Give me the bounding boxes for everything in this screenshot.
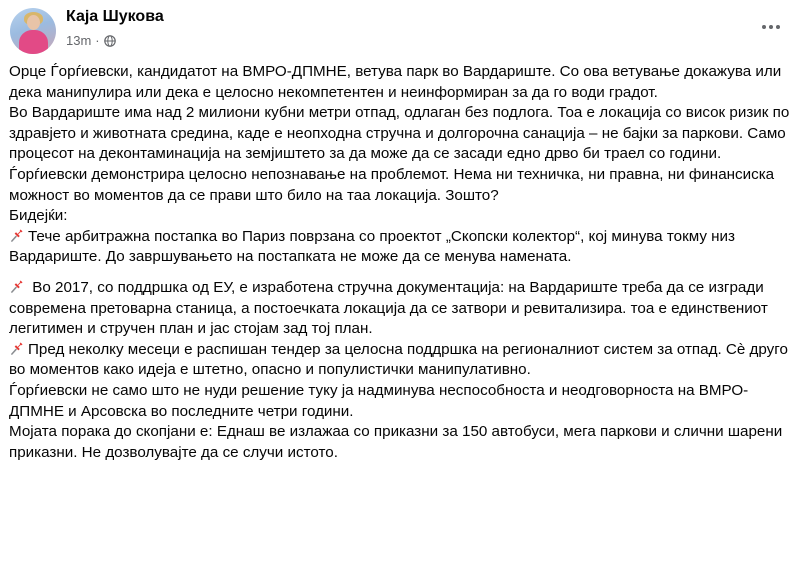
paragraph-incompetence: Ѓорѓиевски не само што не нуди решение туку ја надминува неспособноста и неодговорноста на ВМРО-ДПМНЕ и Арсовска во последните четри години.	[9, 381, 749, 420]
more-horizontal-icon	[769, 25, 773, 29]
more-horizontal-icon	[762, 25, 766, 29]
because-label: Бидејќи:	[9, 207, 68, 225]
avatar-shirt	[19, 30, 48, 54]
pushpin-icon	[9, 279, 24, 294]
avatar[interactable]	[10, 8, 56, 54]
globe-icon[interactable]	[104, 35, 116, 47]
post-meta	[66, 33, 116, 48]
post-time[interactable]: 13m	[66, 33, 92, 48]
more-options-button[interactable]	[758, 14, 784, 40]
paragraph-because	[9, 206, 794, 227]
meta-separator: ·	[95, 33, 100, 48]
post-text	[9, 62, 794, 463]
paragraph-arbitration	[9, 227, 794, 268]
paragraph-waste: Во Вардариште има над 2 милиони кубни метри отпад, одлаган без подлога. Тоа е локација со висок ризик по здравјето и животната средина, каде е неопходна стручна и долгорочна санација – не бајки за паркови. Само процесот на деконтаминација на земјиштето за да може да се засади едно дрво би траел со години.	[9, 104, 790, 163]
paragraph-gap	[9, 268, 794, 278]
pushpin-icon	[9, 341, 24, 356]
pushpin-icon	[9, 228, 24, 243]
paragraph-ignorance: Ѓорѓиевски демонстрира целосно непознавање на проблемот. Нема ни техничка, ни правна, ни финансиска можност во моментов да се прави што било на таа локација. Зошто?	[9, 165, 775, 204]
post-header	[0, 0, 800, 60]
eu-2017-text: Во 2017, со поддршка од ЕУ, е изработена стручна документација: на Вардариште треба да се изгради современа претоварна станица, а постоечката локација да се затвори и ревитализира. тоа е единствениот легитимен и стручен план и јас стојам зад тој план.	[9, 278, 768, 338]
paragraph-tender	[9, 340, 794, 381]
paragraph-eu-2017	[9, 278, 794, 340]
author-name[interactable]: Каја Шукова	[66, 8, 164, 25]
avatar-face	[27, 15, 40, 30]
more-horizontal-icon	[776, 25, 780, 29]
arbitration-text: Тече арбитражна постапка во Париз поврзана со проектот „Скопски колектор“, кој минува токму низ Вардариште. До завршувањето на постапката не може да се менува намената.	[9, 227, 735, 266]
paragraph-intro: Орце Ѓорѓиевски, кандидатот на ВМРО-ДПМНЕ, ветува парк во Вардариште. Со ова ветување докажува или дека манипулира или дека е целосно некомпетентен и неинформиран за да го води градот.	[9, 63, 782, 101]
tender-text: Пред неколку месеци е распишан тендер за целосна поддршка на регионалниот систем за отпад. Сè друго во моментов како идеја е штетно, опасно и популистички манипулативно.	[9, 340, 788, 379]
paragraph-message: Мојата порака до скопјани е: Еднаш ве излажаа со приказни за 150 автобуси, мега паркови и слични шарени приказни. Не дозволувајте да се случи истото.	[9, 423, 783, 461]
